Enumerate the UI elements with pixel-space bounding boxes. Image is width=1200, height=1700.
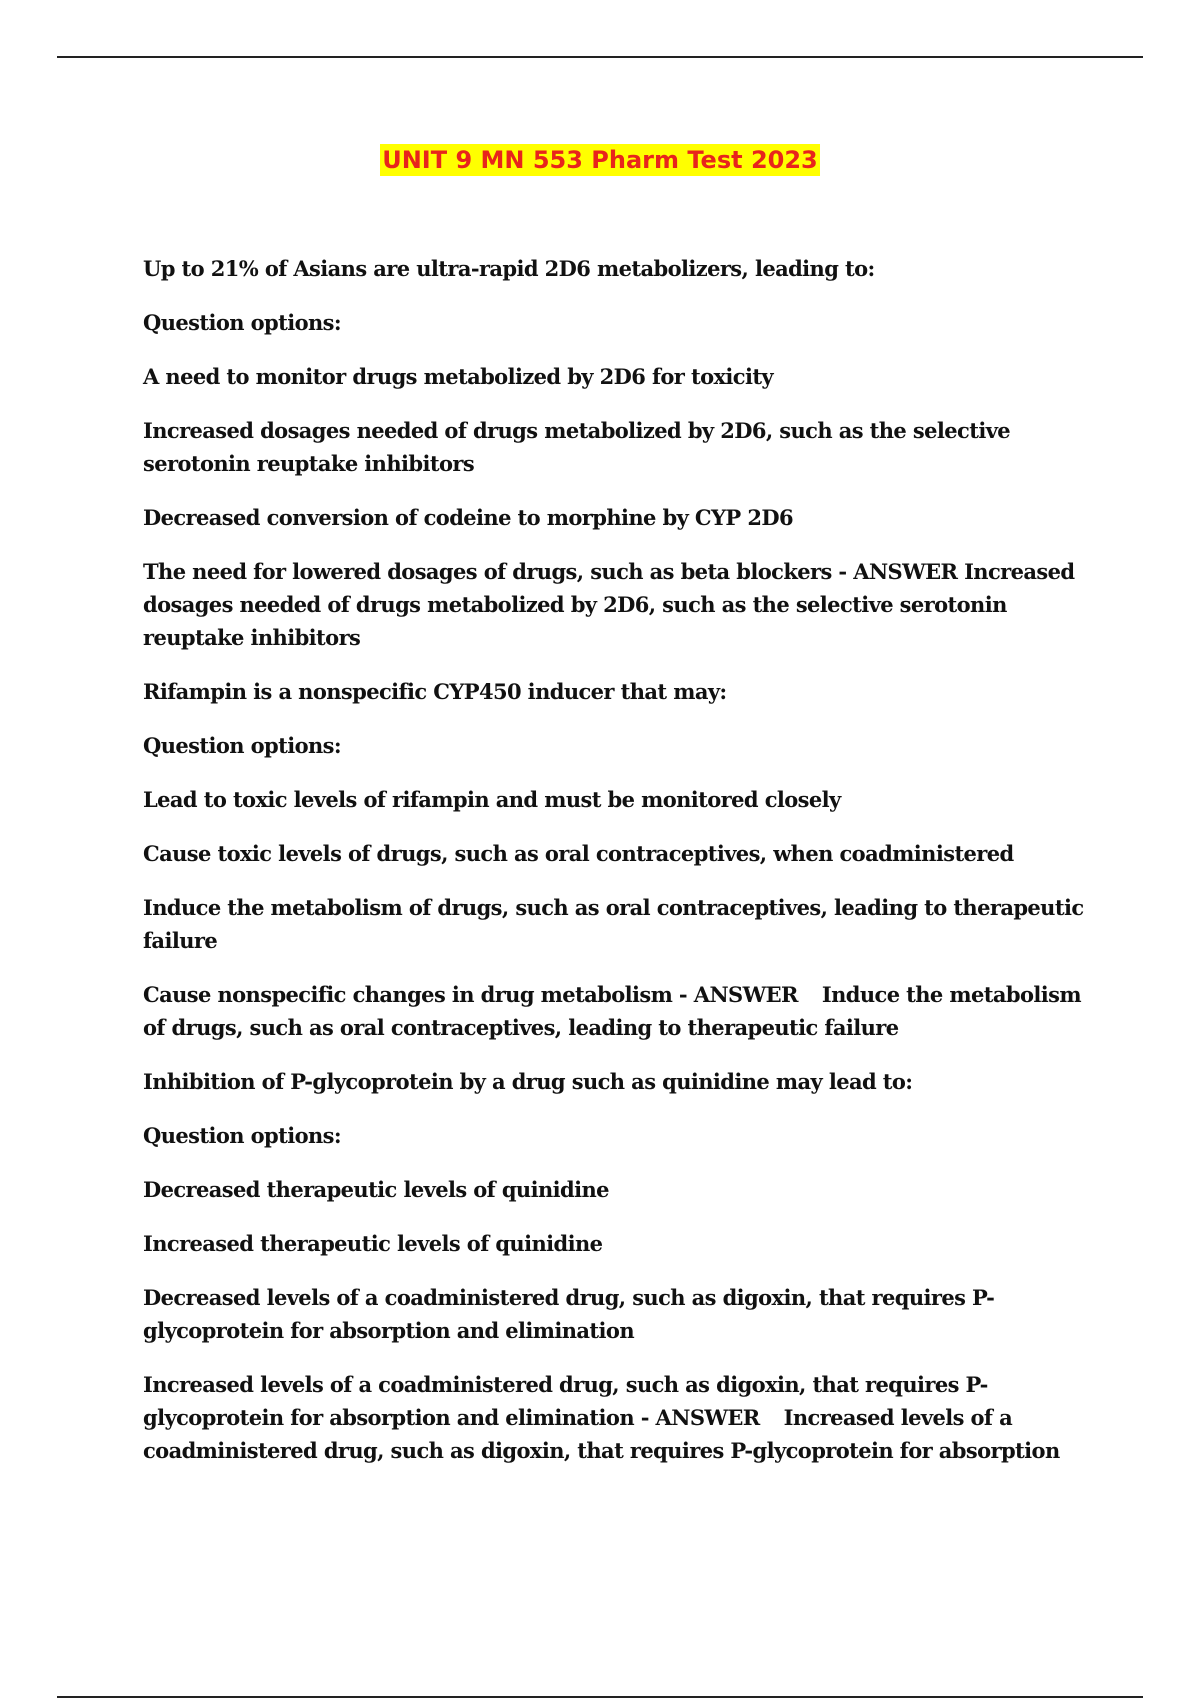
question-stem: Inhibition of P-glycoprotein by a drug such as quinidine may lead to:	[143, 1069, 913, 1094]
option-item: Increased dosages needed of drugs metabolized by 2D6, such as the selective serotonin reuptake inhibitors	[143, 418, 1011, 476]
question-stem: Rifampin is a nonspecific CYP450 inducer that may:	[143, 679, 727, 704]
answer-text: Increased levels of a coadministered drug, such as digoxin, that requires P-glycoprotein for absorption	[143, 1405, 1060, 1463]
option-item: Decreased therapeutic levels of quinidine	[143, 1177, 609, 1202]
option-with-answer	[143, 555, 1098, 654]
answer-text: Induce the metabolism of drugs, such as oral contraceptives, leading to therapeutic failure	[143, 982, 1081, 1040]
options-label: Question options:	[143, 1123, 342, 1148]
option-item: Cause nonspecific changes in drug metabolism - ANSWER	[143, 982, 798, 1007]
option-with-answer	[143, 978, 1098, 1044]
question-stem: Up to 21% of Asians are ultra-rapid 2D6 metabolizers, leading to:	[143, 256, 875, 281]
bottom-rule	[57, 1696, 1143, 1698]
option-item: Decreased conversion of codeine to morphine by CYP 2D6	[143, 505, 793, 530]
options-label: Question options:	[143, 733, 342, 758]
option-item: Increased therapeutic levels of quinidine	[143, 1231, 603, 1256]
answer-text: Increased dosages needed of drugs metabolized by 2D6, such as the selective serotonin reuptake inhibitors	[143, 559, 1075, 650]
options-label: Question options:	[143, 310, 342, 335]
top-rule	[57, 56, 1143, 58]
option-item: Lead to toxic levels of rifampin and must be monitored closely	[143, 787, 841, 812]
document-body	[143, 252, 1098, 1488]
option-item: The need for lowered dosages of drugs, such as beta blockers - ANSWER	[143, 559, 958, 584]
option-item: Cause toxic levels of drugs, such as oral contraceptives, when coadministered	[143, 841, 1014, 866]
option-with-answer	[143, 1368, 1098, 1467]
option-item: Induce the metabolism of drugs, such as oral contraceptives, leading to therapeutic failure	[143, 895, 1084, 953]
option-item: Decreased levels of a coadministered drug, such as digoxin, that requires P-glycoprotein for absorption and elimination	[143, 1285, 995, 1343]
document-title: UNIT 9 MN 553 Pharm Test 2023	[382, 146, 818, 174]
option-item: A need to monitor drugs metabolized by 2D6 for toxicity	[143, 364, 774, 389]
option-item: Increased levels of a coadministered drug, such as digoxin, that requires P-glycoprotein for absorption and elimination - ANSWER	[143, 1372, 988, 1430]
title-block	[0, 144, 1200, 176]
